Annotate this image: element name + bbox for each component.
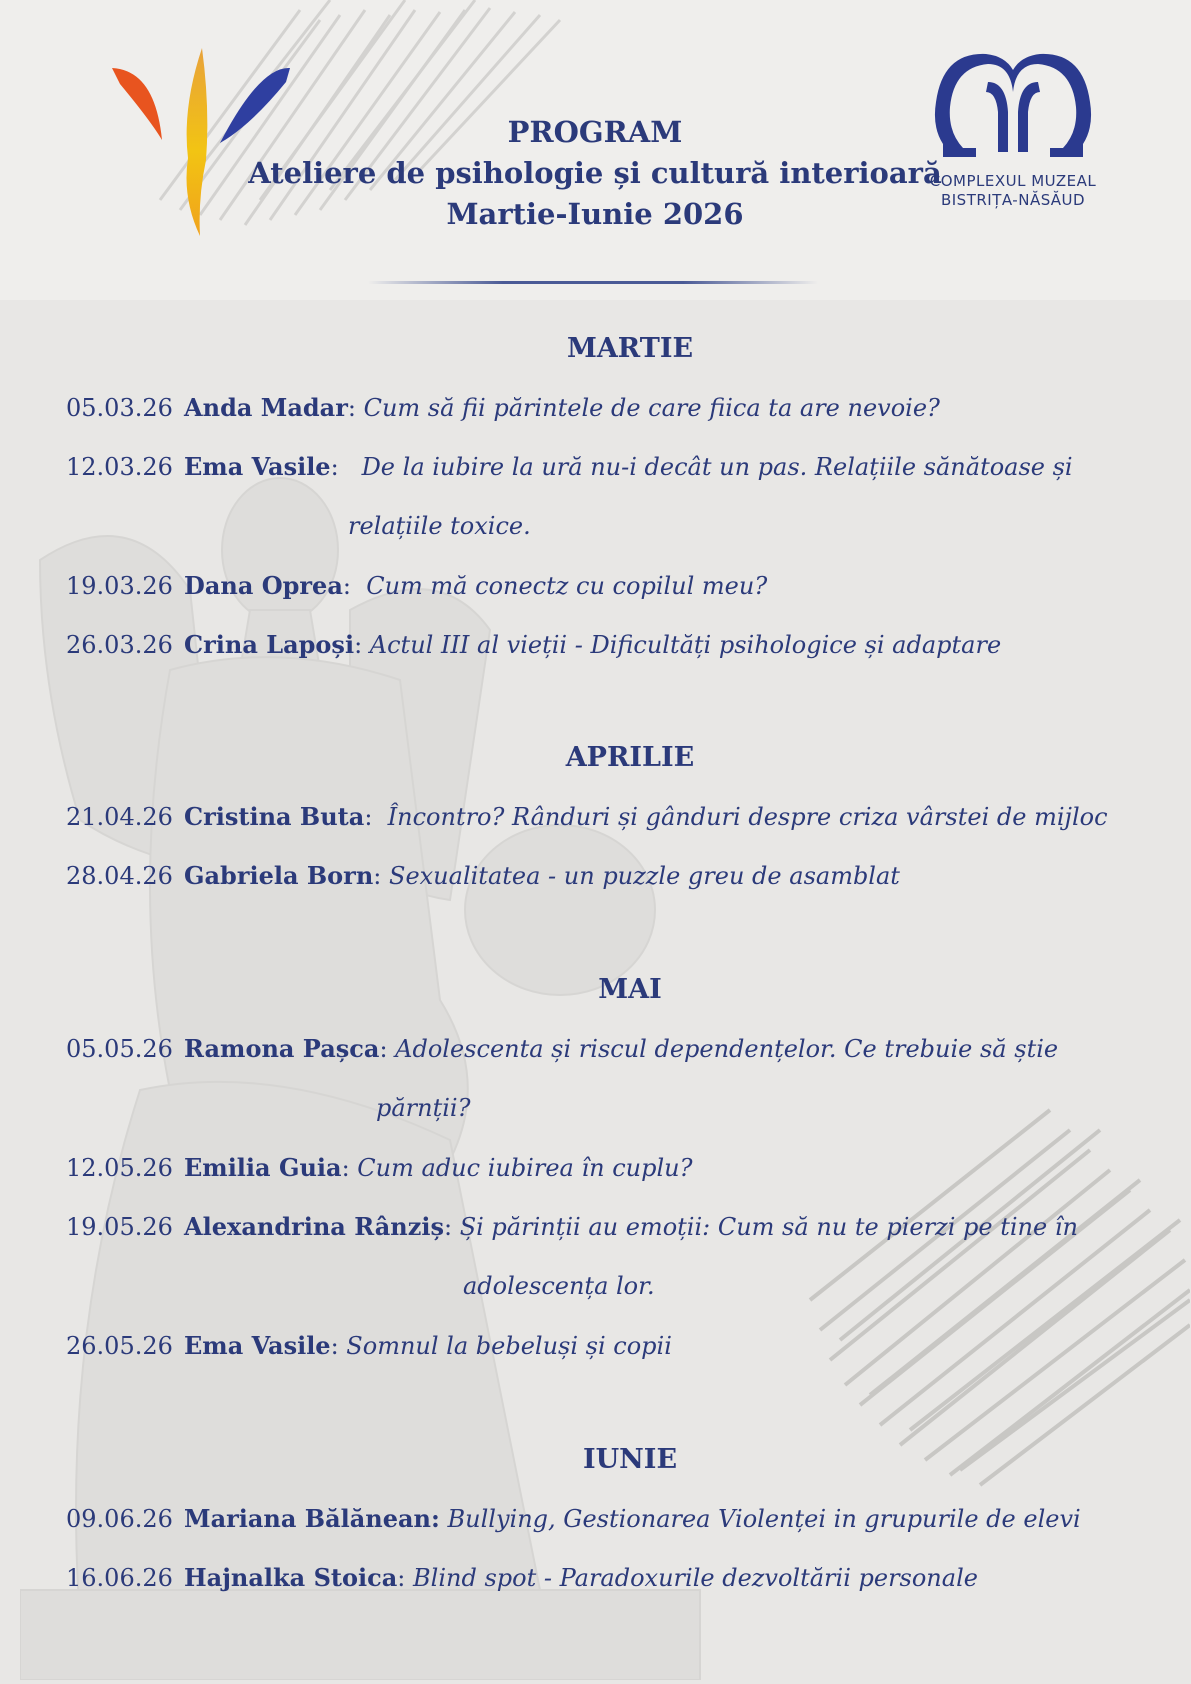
month-heading-iunie: IUNIE bbox=[582, 1444, 678, 1475]
event-date: 21.04.26 bbox=[66, 803, 173, 831]
event-row bbox=[66, 630, 1176, 660]
event-topic: Cum să fii părintele de care fiica ta are nevoie? bbox=[363, 394, 940, 422]
event-row bbox=[66, 1331, 1176, 1361]
museum-logo bbox=[928, 52, 1098, 212]
event-separator: : bbox=[397, 1564, 413, 1592]
event-speaker: Ramona Pașca bbox=[184, 1034, 380, 1063]
event-row bbox=[66, 1504, 1176, 1534]
event-topic: De la iubire la ură nu-i decât un pas. Relațiile sănătoase și bbox=[361, 453, 1073, 481]
event-row bbox=[66, 1153, 1176, 1183]
title-program: PROGRAM bbox=[507, 115, 683, 149]
event-row bbox=[66, 802, 1176, 832]
event-speaker: Alexandrina Rânziș bbox=[184, 1212, 444, 1241]
event-speaker: Hajnalka Stoica bbox=[184, 1563, 398, 1592]
event-speaker: Emilia Guia bbox=[184, 1153, 342, 1182]
event-topic: Cum aduc iubirea în cuplu? bbox=[357, 1154, 693, 1182]
event-speaker: Ema Vasile bbox=[184, 1331, 331, 1360]
event-speaker: Dana Oprea bbox=[184, 571, 343, 600]
event-date: 19.05.26 bbox=[66, 1213, 173, 1241]
event-topic: Actul III al vieții - Dificultăți psihologice și adaptare bbox=[369, 631, 1002, 659]
event-speaker: Ema Vasile bbox=[184, 452, 331, 481]
event-date: 12.05.26 bbox=[66, 1154, 173, 1182]
event-row bbox=[66, 452, 1176, 482]
event-speaker: Gabriela Born bbox=[184, 861, 374, 890]
title-workshops: Ateliere de psihologie și cultură interioară bbox=[248, 156, 942, 190]
event-date: 26.03.26 bbox=[66, 631, 173, 659]
event-date: 19.03.26 bbox=[66, 572, 173, 600]
event-row bbox=[66, 861, 1176, 891]
event-row bbox=[66, 1563, 1176, 1593]
event-topic: Cum mă conectz cu copilul meu? bbox=[366, 572, 768, 600]
event-separator: : bbox=[347, 394, 364, 422]
page-title bbox=[240, 112, 950, 235]
event-date: 26.05.26 bbox=[66, 1332, 173, 1360]
month-heading-martie: MARTIE bbox=[566, 333, 694, 364]
event-speaker: Mariana Bălănean: bbox=[184, 1504, 440, 1533]
event-topic: Adolescenta și riscul dependențelor. Ce trebuie să știe bbox=[395, 1035, 1059, 1063]
event-speaker: Cristina Buta bbox=[184, 802, 365, 831]
month-heading-aprilie: APRILIE bbox=[565, 742, 695, 773]
event-date: 16.06.26 bbox=[66, 1564, 173, 1592]
event-date: 05.03.26 bbox=[66, 394, 173, 422]
event-topic: Somnul la bebeluși și copii bbox=[346, 1332, 672, 1360]
event-topic-continuation: părnții? bbox=[376, 1094, 471, 1122]
omega-m-icon bbox=[928, 52, 1098, 167]
event-row bbox=[66, 1034, 1176, 1064]
event-topic: Bullying, Gestionarea Violenței in grupurile de elevi bbox=[447, 1505, 1081, 1533]
event-topic: Și părinții au emoții: Cum să nu te pierzi pe tine în bbox=[459, 1213, 1078, 1241]
event-separator: : bbox=[373, 862, 389, 890]
month-heading-mai: MAI bbox=[598, 974, 662, 1005]
event-row bbox=[66, 1212, 1176, 1242]
event-topic-continuation: relațiile toxice. bbox=[348, 512, 531, 540]
event-topic: Încontro? Rânduri și gânduri despre criza vârstei de mijloc bbox=[387, 803, 1108, 831]
event-speaker: Anda Madar bbox=[184, 393, 348, 422]
header-divider bbox=[368, 281, 818, 284]
event-separator bbox=[440, 1505, 448, 1533]
event-date: 12.03.26 bbox=[66, 453, 173, 481]
event-separator: : bbox=[330, 1332, 347, 1360]
event-separator: : bbox=[342, 572, 367, 600]
event-date: 09.06.26 bbox=[66, 1505, 173, 1533]
event-separator: : bbox=[330, 453, 362, 481]
event-row bbox=[66, 393, 1176, 423]
event-date: 05.05.26 bbox=[66, 1035, 173, 1063]
event-separator: : bbox=[443, 1213, 460, 1241]
event-separator: : bbox=[354, 631, 370, 659]
event-speaker: Crina Lapoși bbox=[184, 630, 355, 659]
event-separator: : bbox=[364, 803, 388, 831]
event-separator: : bbox=[341, 1154, 358, 1182]
event-separator: : bbox=[379, 1035, 396, 1063]
museum-logo-line2: BISTRIȚA-NĂSĂUD bbox=[940, 191, 1086, 209]
event-topic: Sexualitatea - un puzzle greu de asamblat bbox=[389, 862, 900, 890]
title-period: Martie-Iunie 2026 bbox=[446, 197, 744, 231]
event-topic: Blind spot - Paradoxurile dezvoltării personale bbox=[413, 1564, 978, 1592]
museum-logo-line1: COMPLEXUL MUZEAL bbox=[929, 172, 1097, 190]
event-row bbox=[66, 571, 1176, 601]
event-topic-continuation: adolescența lor. bbox=[463, 1272, 655, 1300]
event-date: 28.04.26 bbox=[66, 862, 173, 890]
